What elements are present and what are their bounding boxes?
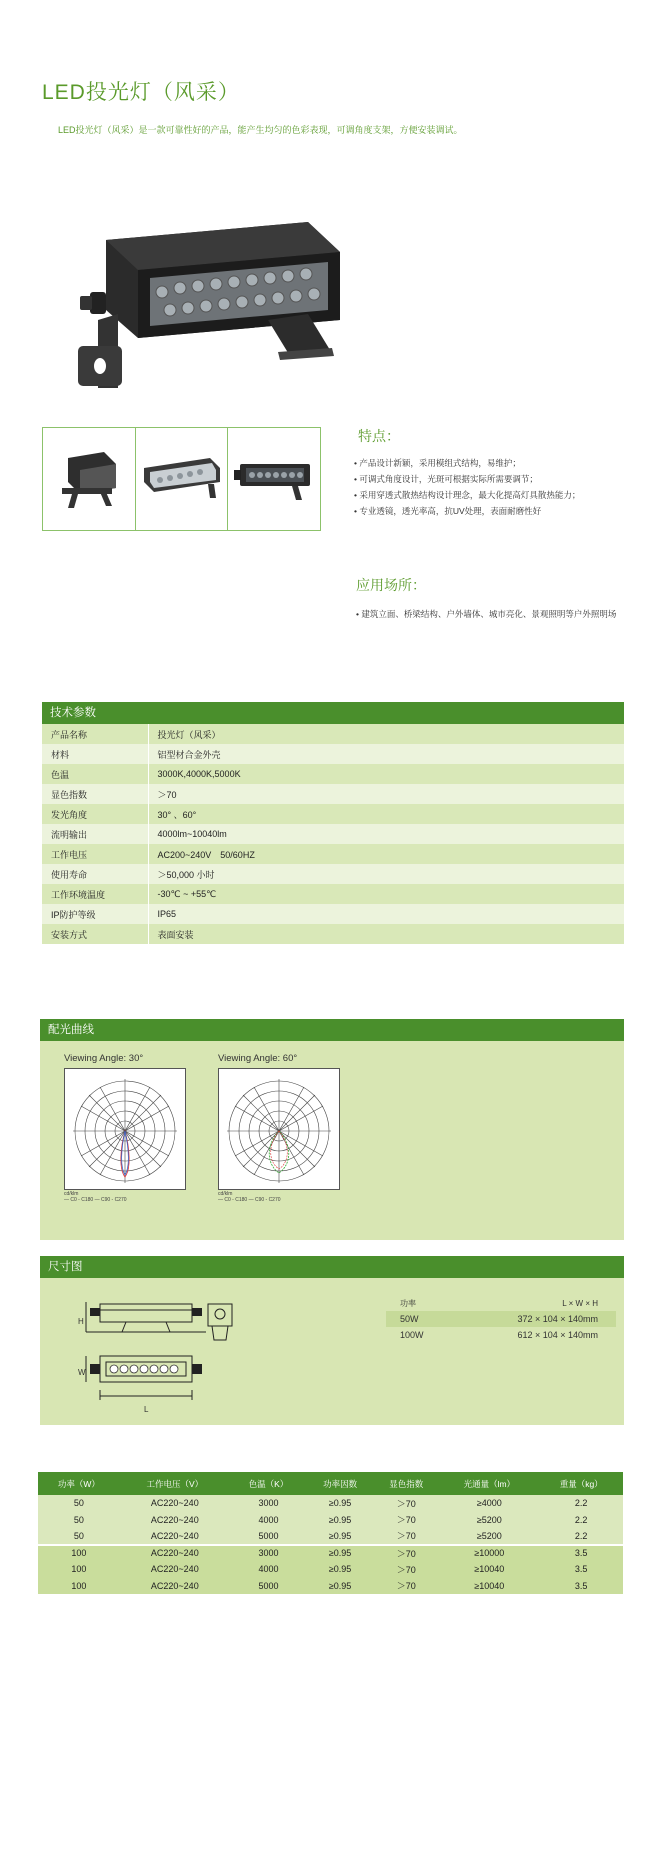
table-cell: 3.5 <box>539 1561 623 1578</box>
table-cell: ≥5200 <box>439 1528 539 1545</box>
table-header-row <box>38 1472 623 1495</box>
applications-title: 应用场所： <box>356 577 426 593</box>
spec-value: 铝型材合金外壳 <box>148 744 624 764</box>
spec-value: ＞70 <box>148 784 624 804</box>
spec-value: AC200~240V 50/60HZ <box>148 844 624 864</box>
features-title: 特点： <box>358 428 400 444</box>
table-row <box>42 924 624 944</box>
table-cell: AC220~240 <box>120 1578 230 1595</box>
size-header: L × W × H <box>562 1298 598 1308</box>
power-cell: 100W <box>400 1330 424 1340</box>
polar-unit: cd/klm <box>64 1191 79 1197</box>
spec-key: 显色指数 <box>42 784 148 804</box>
dimensions-header: 尺寸图 <box>40 1256 624 1278</box>
spec-value: 表面安装 <box>148 924 624 944</box>
features-list <box>354 455 634 519</box>
spec-value: 3000K,4000K,5000K <box>148 764 624 784</box>
table-row <box>42 724 624 744</box>
table-cell: ≥0.95 <box>307 1528 373 1545</box>
spec-key: 流明输出 <box>42 824 148 844</box>
table-cell: 3.5 <box>539 1545 623 1562</box>
polar-chart-label: Viewing Angle: 60° <box>218 1053 298 1064</box>
dimension-label-l: L <box>144 1405 149 1414</box>
table-cell: 50 <box>38 1528 120 1545</box>
table-cell: 100 <box>38 1545 120 1562</box>
polar-grid <box>65 1069 185 1189</box>
photometric-panel <box>40 1041 624 1240</box>
table-row <box>42 864 624 884</box>
spec-key: 产品名称 <box>42 724 148 744</box>
table-cell: 4000 <box>230 1512 307 1529</box>
table-cell: ≥5200 <box>439 1512 539 1529</box>
spec-key: 材料 <box>42 744 148 764</box>
thumbnail-3-image <box>232 454 316 504</box>
table-cell: ≥10040 <box>439 1578 539 1595</box>
table-row <box>42 824 624 844</box>
dimensions-table <box>386 1295 616 1343</box>
photometric-header: 配光曲线 <box>40 1019 624 1041</box>
polar-legend: — C0 - C180 — C90 - C270 <box>64 1197 127 1203</box>
table-cell: ＞70 <box>373 1495 439 1512</box>
polar-plot <box>218 1068 340 1190</box>
table-cell: ＞70 <box>373 1512 439 1529</box>
table-row <box>42 804 624 824</box>
table-cell: ≥0.95 <box>307 1561 373 1578</box>
table-cell: 3000 <box>230 1495 307 1512</box>
thumbnail-3[interactable] <box>228 428 320 530</box>
table-row <box>386 1311 616 1327</box>
page-title: LED投光灯（风采） <box>42 81 240 104</box>
table-cell: AC220~240 <box>120 1545 230 1562</box>
table-cell: 2.2 <box>539 1512 623 1529</box>
spec-key: IP防护等级 <box>42 904 148 924</box>
table-cell: ＞70 <box>373 1528 439 1545</box>
column-header: 色温（K） <box>230 1472 307 1495</box>
table-row <box>38 1495 623 1512</box>
column-header: 功率因数 <box>307 1472 373 1495</box>
table-cell: ＞70 <box>373 1561 439 1578</box>
dimension-drawing <box>76 1300 256 1405</box>
spec-value: ＞50,000 小时 <box>148 864 624 884</box>
polar-grid <box>219 1069 339 1189</box>
models-table <box>38 1472 623 1594</box>
table-cell: 50 <box>38 1512 120 1529</box>
table-cell: 5000 <box>230 1578 307 1595</box>
table-cell: 100 <box>38 1578 120 1595</box>
dimension-label-w: W <box>78 1368 86 1377</box>
table-row <box>38 1528 623 1545</box>
table-row <box>42 784 624 804</box>
applications-text: • 建筑立面、桥梁结构、户外墙体、城市亮化、景观照明等户外照明场 <box>356 609 617 619</box>
table-cell: ≥0.95 <box>307 1578 373 1595</box>
column-header: 光通量（lm） <box>439 1472 539 1495</box>
table-row <box>38 1578 623 1595</box>
table-cell: ＞70 <box>373 1545 439 1562</box>
spec-key: 发光角度 <box>42 804 148 824</box>
table-cell: ≥4000 <box>439 1495 539 1512</box>
spec-value: IP65 <box>148 904 624 924</box>
polar-chart-60 <box>218 1053 340 1203</box>
spec-key: 使用寿命 <box>42 864 148 884</box>
power-cell: 50W <box>386 1311 456 1327</box>
column-header: 功率（W） <box>38 1472 120 1495</box>
table-cell: 3000 <box>230 1545 307 1562</box>
table-cell: 2.2 <box>539 1495 623 1512</box>
spec-key: 安装方式 <box>42 924 148 944</box>
table-cell: ≥0.95 <box>307 1495 373 1512</box>
table-row <box>42 744 624 764</box>
spec-key: 色温 <box>42 764 148 784</box>
thumbnail-2[interactable] <box>136 428 229 530</box>
polar-chart-label: Viewing Angle: 30° <box>64 1053 144 1064</box>
column-header: 重量（kg） <box>539 1472 623 1495</box>
table-row <box>42 764 624 784</box>
spec-value: -30℃ ~ +55℃ <box>148 884 624 904</box>
dimensions-panel <box>40 1278 624 1425</box>
table-cell: AC220~240 <box>120 1561 230 1578</box>
dimension-label-h: H <box>78 1317 84 1326</box>
table-cell: AC220~240 <box>120 1512 230 1529</box>
feature-item: • 可调式角度设计，光斑可根据实际所需要调节； <box>354 474 538 484</box>
size-cell: 612 × 104 × 140mm <box>517 1330 598 1340</box>
polar-legend: — C0 - C180 — C90 - C270 <box>218 1197 281 1203</box>
column-header: 工作电压（V） <box>120 1472 230 1495</box>
table-row <box>38 1545 623 1562</box>
thumbnail-2-image <box>140 454 224 504</box>
thumbnail-strip <box>42 427 321 531</box>
column-header: 显色指数 <box>373 1472 439 1495</box>
table-cell: 4000 <box>230 1561 307 1578</box>
table-row <box>38 1512 623 1529</box>
power-header: 功率 <box>400 1298 416 1308</box>
table-cell: AC220~240 <box>120 1495 230 1512</box>
spec-key: 工作电压 <box>42 844 148 864</box>
specs-table <box>42 724 624 944</box>
table-row <box>386 1327 616 1343</box>
table-row <box>42 884 624 904</box>
table-cell: 50 <box>38 1495 120 1512</box>
table-row <box>386 1295 616 1311</box>
polar-chart-30 <box>64 1053 186 1203</box>
intro-text: LED投光灯（风采）是一款可靠性好的产品，能产生均匀的色彩表现，可调角度支架，方便安装调试。 <box>58 125 463 135</box>
size-cell: 372 × 104 × 140mm <box>456 1311 616 1327</box>
thumbnail-1[interactable] <box>43 428 136 530</box>
spec-value: 4000lm~10040lm <box>148 824 624 844</box>
polar-unit: cd/klm <box>218 1191 233 1197</box>
specs-header: 技术参数 <box>42 702 624 724</box>
spec-value: 30° 、60° <box>148 804 624 824</box>
table-row <box>38 1561 623 1578</box>
spec-value: 投光灯（风采） <box>148 724 624 744</box>
table-cell: ≥0.95 <box>307 1512 373 1529</box>
product-image <box>78 210 358 390</box>
table-cell: 5000 <box>230 1528 307 1545</box>
table-cell: ≥10040 <box>439 1561 539 1578</box>
table-cell: 100 <box>38 1561 120 1578</box>
thumbnail-1-image <box>54 444 124 514</box>
table-cell: ≥0.95 <box>307 1545 373 1562</box>
table-cell: AC220~240 <box>120 1528 230 1545</box>
feature-item: • 专业透镜，透光率高，抗UV处理，表面耐磨性好 <box>354 506 542 516</box>
table-row <box>42 904 624 924</box>
table-cell: ≥10000 <box>439 1545 539 1562</box>
feature-item: • 产品设计新颖，采用模组式结构，易维护； <box>354 458 521 468</box>
polar-plot <box>64 1068 186 1190</box>
table-cell: ＞70 <box>373 1578 439 1595</box>
feature-item: • 采用穿透式散热结构设计理念，最大化提高灯具散热能力； <box>354 490 581 500</box>
table-row <box>42 844 624 864</box>
table-cell: 2.2 <box>539 1528 623 1545</box>
table-cell: 3.5 <box>539 1578 623 1595</box>
spec-key: 工作环境温度 <box>42 884 148 904</box>
